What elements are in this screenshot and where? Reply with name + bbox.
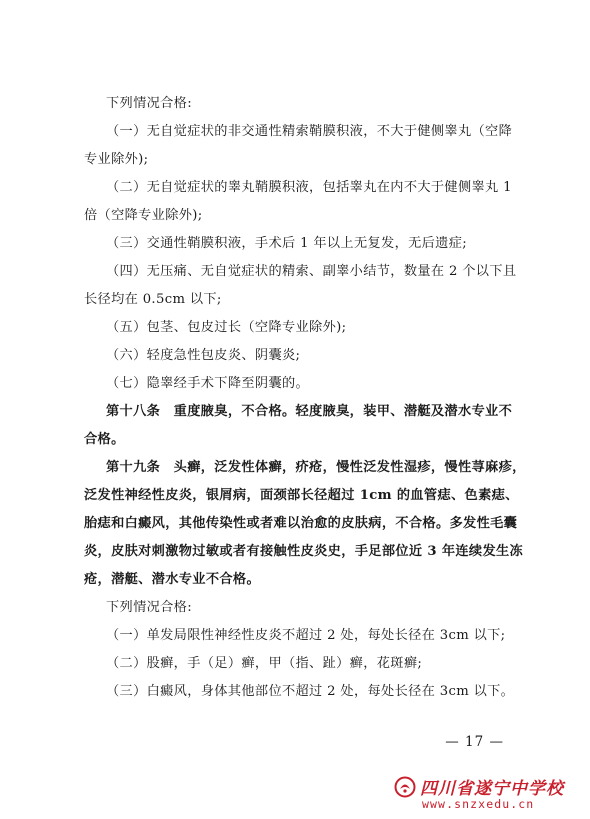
paragraph-line: （七）隐睾经手术下降至阴囊的。 [106, 376, 310, 391]
paragraph-line: （一）单发局限性神经性皮炎不超过 2 处，每处长径在 3cm 以下; [106, 628, 506, 643]
paragraph-line: （二）无自觉症状的睾丸鞘膜积液，包括睾丸在内不大于健侧睾丸 1 [106, 180, 512, 195]
article-19-line: 炎，皮肤对刺激物过敏或者有接触性皮炎史，手足部位近 3 年连续发生冻 [84, 544, 524, 559]
paragraph-line: （三）交通性鞘膜积液，手术后 1 年以上无复发，无后遗症; [106, 236, 468, 251]
paragraph-line: （五）包茎、包皮过长（空降专业除外); [106, 320, 347, 335]
watermark-url: www.snzxedu.cn [422, 797, 535, 811]
paragraph-line: （三）白癜风，身体其他部位不超过 2 处，每处长径在 3cm 以下。 [106, 684, 515, 699]
paragraph-line: （一）无自觉症状的非交通性精索鞘膜积液，不大于健侧睾丸（空降 [106, 124, 513, 139]
article-19-line: 第十九条 头癣，泛发性体癣，疥疮，慢性泛发性湿疹，慢性荨麻疹， [106, 460, 526, 475]
school-logo-icon [394, 776, 416, 798]
paragraph-line: 下列情况合格: [106, 600, 193, 615]
article-18-line: 合格。 [84, 432, 125, 447]
watermark [394, 773, 570, 817]
page-number: — 17 — [445, 734, 504, 750]
paragraph-line: 倍（空降专业除外); [84, 208, 203, 223]
paragraph-line: 长径均在 0.5cm 以下; [84, 292, 222, 307]
article-18-line: 第十八条 重度腋臭，不合格。轻度腋臭，装甲、潜艇及潜水专业不 [106, 404, 513, 419]
article-19-line: 胎痣和白癜风，其他传染性或者难以治愈的皮肤病，不合格。多发性毛囊 [84, 516, 518, 531]
paragraph-line: （四）无压痛、无自觉症状的精索、副睾小结节，数量在 2 个以下且 [106, 264, 517, 279]
article-19-line: 疮，潜艇、潜水专业不合格。 [84, 572, 260, 587]
watermark-title: 四川省遂宁中学校 [420, 779, 564, 799]
paragraph-line: 下列情况合格: [106, 96, 193, 111]
paragraph-line: （二）股癣，手（足）癣，甲（指、趾）癣，花斑癣; [106, 656, 423, 671]
paragraph-line: （六）轻度急性包皮炎、阴囊炎; [106, 348, 301, 363]
paragraph-line: 专业除外); [84, 152, 149, 167]
article-19-line: 泛发性神经性皮炎，银屑病，面颈部长径超过 1cm 的血管痣、色素痣、 [84, 488, 519, 503]
